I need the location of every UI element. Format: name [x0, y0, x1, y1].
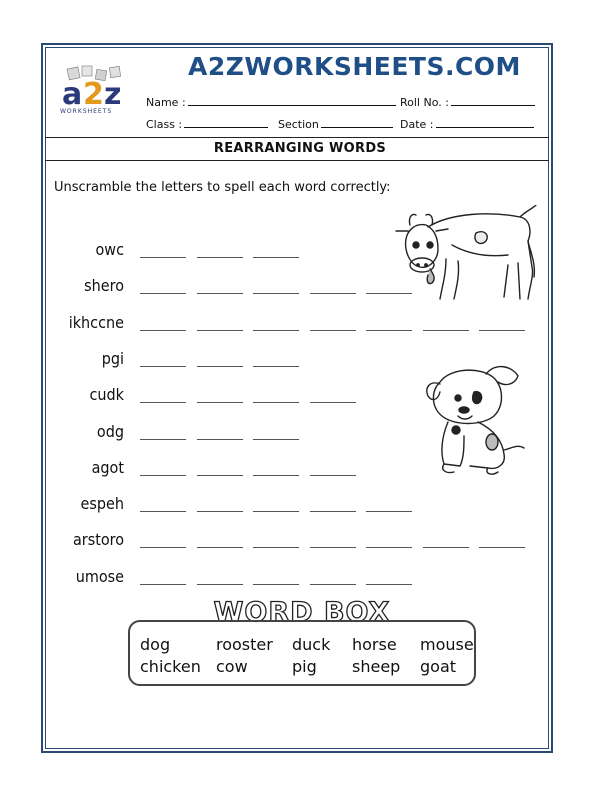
- letter-blank[interactable]: [140, 366, 186, 367]
- letter-blank[interactable]: [140, 257, 186, 258]
- divider-bottom: [45, 160, 549, 161]
- letter-blank[interactable]: [140, 511, 186, 512]
- word-box-title: WORD BOX: [213, 597, 391, 628]
- svg-text:z: z: [104, 77, 122, 112]
- letter-blank[interactable]: [366, 511, 412, 512]
- instruction-text: Unscramble the letters to spell each word correctly:: [54, 180, 391, 195]
- cow-illustration: [380, 205, 540, 305]
- worksheet-title: REARRANGING WORDS: [213, 141, 387, 156]
- scrambled-word: agot: [91, 457, 124, 477]
- letter-blank[interactable]: [140, 547, 186, 548]
- letter-blank[interactable]: [253, 293, 299, 294]
- letter-blank[interactable]: [197, 293, 243, 294]
- section-field[interactable]: [278, 117, 393, 131]
- letter-blank[interactable]: [197, 366, 243, 367]
- letter-blank[interactable]: [253, 439, 299, 440]
- word-box-word: goat: [420, 657, 457, 676]
- word-box-word: dog: [140, 635, 171, 654]
- letter-blank[interactable]: [366, 330, 412, 331]
- letter-blank[interactable]: [366, 547, 412, 548]
- word-box-word: rooster: [216, 635, 273, 654]
- roll-line[interactable]: [451, 95, 535, 106]
- letter-blank[interactable]: [253, 402, 299, 403]
- letter-blank[interactable]: [253, 584, 299, 585]
- letter-blank[interactable]: [197, 257, 243, 258]
- scrambled-word: arstoro: [72, 530, 124, 550]
- word-box-word: pig: [292, 657, 317, 676]
- scrambled-word: espeh: [80, 494, 124, 514]
- letter-blank[interactable]: [253, 366, 299, 367]
- scrambled-word: cudk: [89, 385, 124, 405]
- letter-blank[interactable]: [197, 547, 243, 548]
- letter-blank[interactable]: [310, 402, 356, 403]
- scrambled-word: pgi: [101, 348, 124, 368]
- letter-blank[interactable]: [253, 547, 299, 548]
- letter-blank[interactable]: [310, 475, 356, 476]
- letter-blank[interactable]: [197, 402, 243, 403]
- date-label: Date :: [400, 118, 434, 131]
- letter-blank[interactable]: [253, 257, 299, 258]
- scrambled-word: ikhccne: [68, 312, 124, 332]
- letter-blank[interactable]: [253, 511, 299, 512]
- word-box-word: sheep: [352, 657, 401, 676]
- scrambled-word: shero: [84, 276, 124, 296]
- class-field[interactable]: [146, 117, 268, 131]
- date-line[interactable]: [436, 117, 534, 128]
- letter-blank[interactable]: [253, 475, 299, 476]
- logo-subtext: WORKSHEETS: [60, 108, 113, 115]
- letter-blank[interactable]: [423, 330, 469, 331]
- letter-blank[interactable]: [310, 511, 356, 512]
- section-label: Section: [278, 118, 319, 131]
- letter-blank[interactable]: [310, 547, 356, 548]
- puppy-illustration: [420, 362, 530, 480]
- letter-blank[interactable]: [140, 584, 186, 585]
- word-box-word: duck: [292, 635, 331, 654]
- letter-blank[interactable]: [366, 584, 412, 585]
- name-field[interactable]: [146, 95, 396, 109]
- letter-blank[interactable]: [197, 511, 243, 512]
- section-line[interactable]: [321, 117, 393, 128]
- letter-blank[interactable]: [479, 330, 525, 331]
- class-label: Class :: [146, 118, 183, 131]
- class-line[interactable]: [184, 117, 268, 128]
- letter-blank[interactable]: [140, 439, 186, 440]
- date-field[interactable]: [400, 117, 534, 131]
- letter-blank[interactable]: [310, 293, 356, 294]
- roll-label: Roll No. :: [400, 96, 449, 109]
- letter-blank[interactable]: [253, 330, 299, 331]
- word-box-word: horse: [352, 635, 397, 654]
- letter-blank[interactable]: [140, 330, 186, 331]
- name-label: Name :: [146, 96, 186, 109]
- letter-blank[interactable]: [423, 547, 469, 548]
- word-box-word: chicken: [140, 657, 201, 676]
- letter-blank[interactable]: [140, 475, 186, 476]
- letter-blank[interactable]: [140, 402, 186, 403]
- letter-blank[interactable]: [197, 330, 243, 331]
- scrambled-word: odg: [96, 421, 124, 441]
- name-line[interactable]: [188, 95, 396, 106]
- site-title: A2ZWORKSHEETS.COM: [188, 52, 521, 81]
- letter-blank[interactable]: [479, 547, 525, 548]
- letter-blank[interactable]: [140, 293, 186, 294]
- letter-blank[interactable]: [310, 584, 356, 585]
- word-box-word: cow: [216, 657, 248, 676]
- roll-field[interactable]: [400, 95, 535, 109]
- letter-blank[interactable]: [197, 475, 243, 476]
- svg-text:2: 2: [83, 77, 104, 112]
- word-box-word: mouse: [420, 635, 474, 654]
- letter-blank[interactable]: [310, 330, 356, 331]
- letter-blank[interactable]: [197, 439, 243, 440]
- svg-text:a: a: [62, 77, 83, 112]
- scrambled-word: owc: [95, 240, 124, 259]
- letter-blank[interactable]: [197, 584, 243, 585]
- divider-top: [45, 137, 549, 138]
- scrambled-word: umose: [75, 566, 124, 586]
